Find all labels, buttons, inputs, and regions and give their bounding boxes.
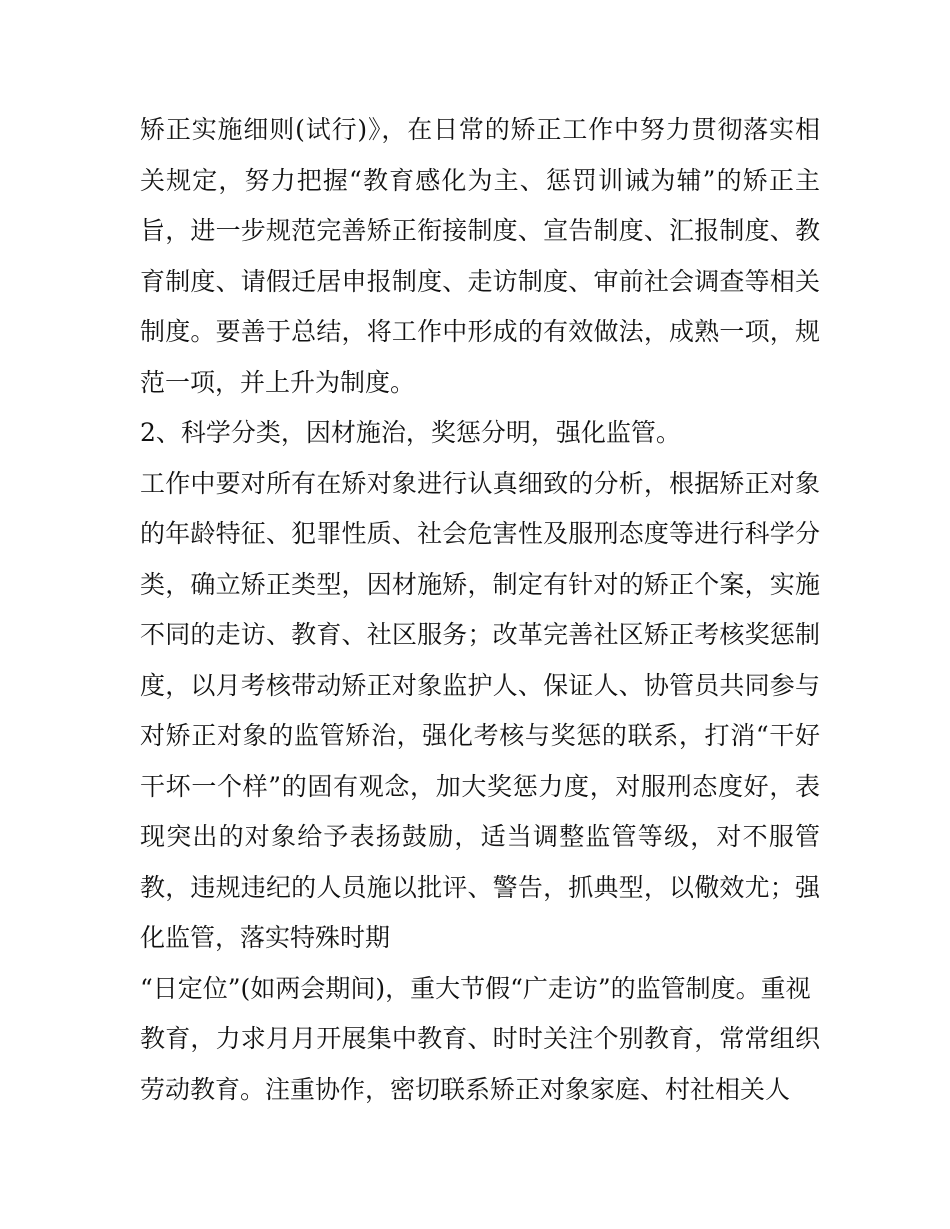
text-line: 劳动教育。注重协作，密切联系矫正对象家庭、村社相关人 <box>140 1074 791 1104</box>
text-line: 育制度、请假迁居申报制度、走访制度、审前社会调查等相关 <box>140 266 820 296</box>
text-line: 不同的走访、教育、社区服务；改革完善社区矫正考核奖惩制 <box>140 620 820 649</box>
text-line: 工作中要对所有在矫对象进行认真细致的分析，根据矫正对象 <box>140 468 820 498</box>
document-body <box>140 105 820 1115</box>
text-line: 的年龄特征、犯罪性质、社会危害性及服刑态度等进行科学分 <box>140 519 820 548</box>
text-line: 教育，力求月月开展集中教育、时时关注个别教育，常常组织 <box>140 1024 820 1053</box>
text-line: 关规定，努力把握“教育感化为主、惩罚训诫为辅”的矫正主 <box>140 165 820 195</box>
text-line: 范一项，并上升为制度。 <box>140 367 416 397</box>
section-heading: 2、科学分类，因材施治，奖惩分明，强化监管。 <box>140 418 681 447</box>
text-line: 对矫正对象的监管矫治，强化考核与奖惩的联系，打消“干好 <box>140 721 820 750</box>
text-line: 制度。要善于总结，将工作中形成的有效做法，成熟一项，规 <box>140 317 820 346</box>
text-line: 旨，进一步规范完善矫正衔接制度、宣告制度、汇报制度、教 <box>140 216 820 245</box>
text-line: 现突出的对象给予表扬鼓励，适当调整监管等级，对不服管 <box>140 822 820 851</box>
text-line: 化监管，落实特殊时期 <box>140 923 391 952</box>
text-line: 干坏一个样”的固有观念，加大奖惩力度，对服刑态度好，表 <box>140 771 820 801</box>
text-line: “日定位”(如两会期间)，重大节假“广走访”的监管制度。重视 <box>140 973 811 1003</box>
text-line: 矫正实施细则(试行)》，在日常的矫正工作中努力贯彻落实相 <box>140 115 820 144</box>
text-line: 教，违规违纪的人员施以批评、警告，抓典型，以儆效尤；强 <box>140 872 820 902</box>
text-line: 类，确立矫正类型，因材施矫，制定有针对的矫正个案，实施 <box>140 569 820 599</box>
text-line: 度，以月考核带动矫正对象监护人、保证人、协管员共同参与 <box>140 670 820 700</box>
